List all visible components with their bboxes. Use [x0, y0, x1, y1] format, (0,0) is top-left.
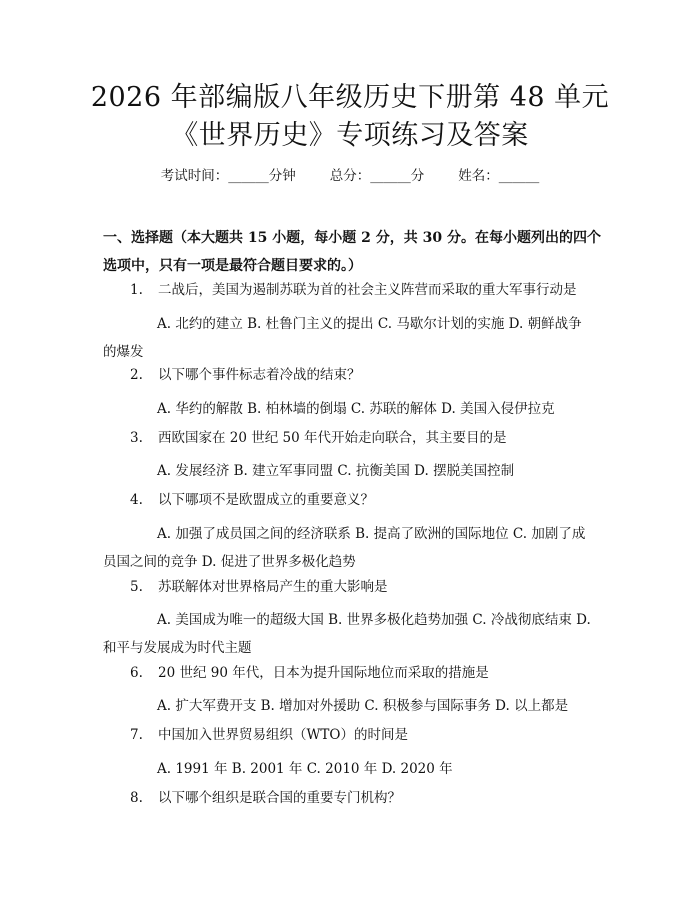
question-1: [130, 280, 610, 300]
question-text: 中国加入世界贸易组织（WTO）的时间是: [158, 727, 408, 743]
question-4-options: A. 加强了成员国之间的经济联系 B. 提高了欧洲的国际地位 C. 加剧了成员国之间的竞争 D. 促进了世界多极化趋势: [103, 526, 586, 570]
question-number: 4.: [130, 492, 143, 508]
question-3: [130, 428, 610, 448]
question-6: [130, 663, 610, 683]
question-7-options: A. 1991 年 B. 2001 年 C. 2010 年 D. 2020 年: [157, 761, 453, 777]
question-text: 20 世纪 90 年代，日本为提升国际地位而采取的措施是: [158, 665, 489, 681]
question-number: 8.: [130, 790, 143, 806]
question-number: 2.: [130, 367, 143, 383]
question-text: 苏联解体对世界格局产生的重大影响是: [158, 579, 388, 595]
question-8: [130, 788, 610, 808]
question-text: 二战后，美国为遏制苏联为首的社会主义阵营而采取的重大军事行动是: [158, 282, 577, 298]
question-number: 5.: [130, 579, 143, 595]
question-text: 西欧国家在 20 世纪 50 年代开始走向联合，其主要目的是: [158, 430, 507, 446]
question-2-options: A. 华约的解散 B. 柏林墙的倒塌 C. 苏联的解体 D. 美国入侵伊拉克: [157, 401, 555, 417]
question-text: 以下哪个组织是联合国的重要专门机构？: [158, 790, 401, 806]
document-title-line2: 《世界历史》专项练习及答案: [171, 120, 529, 151]
question-5-options: A. 美国成为唯一的超级大国 B. 世界多极化趋势加强 C. 冷战彻底结束 D. 和平与发展成为时代主题: [103, 612, 591, 656]
question-text: 以下哪项不是欧盟成立的重要意义？: [158, 492, 374, 508]
name-field: 姓名：______: [458, 168, 540, 184]
question-4: [130, 490, 610, 510]
question-number: 6.: [130, 665, 143, 681]
question-text: 以下哪个事件标志着冷战的结束？: [158, 367, 361, 383]
section-heading: 一、选择题（本大题共 15 小题，每小题 2 分，共 30 分。在每小题列出的四个选项中，只有一项是最符合题目要求的。）: [103, 230, 601, 274]
question-6-options: A. 扩大军费开支 B. 增加对外援助 C. 积极参与国际事务 D. 以上都是: [157, 698, 569, 714]
question-number: 1.: [130, 282, 143, 298]
exam-time-field: 考试时间：______分钟: [160, 168, 296, 184]
question-5: [130, 577, 610, 597]
question-1-options: A. 北约的建立 B. 杜鲁门主义的提出 C. 马歇尔计划的实施 D. 朝鲜战争的爆发: [103, 316, 582, 360]
question-7: [130, 725, 610, 745]
question-2: [130, 365, 610, 385]
question-number: 3.: [130, 430, 143, 446]
question-3-options: A. 发展经济 B. 建立军事同盟 C. 抗衡美国 D. 摆脱美国控制: [157, 463, 515, 479]
document-title-line1: 2026 年部编版八年级历史下册第 48 单元: [90, 82, 610, 113]
total-score-field: 总分：______分: [329, 168, 425, 184]
exam-meta-line: [0, 166, 700, 186]
question-number: 7.: [130, 727, 143, 743]
